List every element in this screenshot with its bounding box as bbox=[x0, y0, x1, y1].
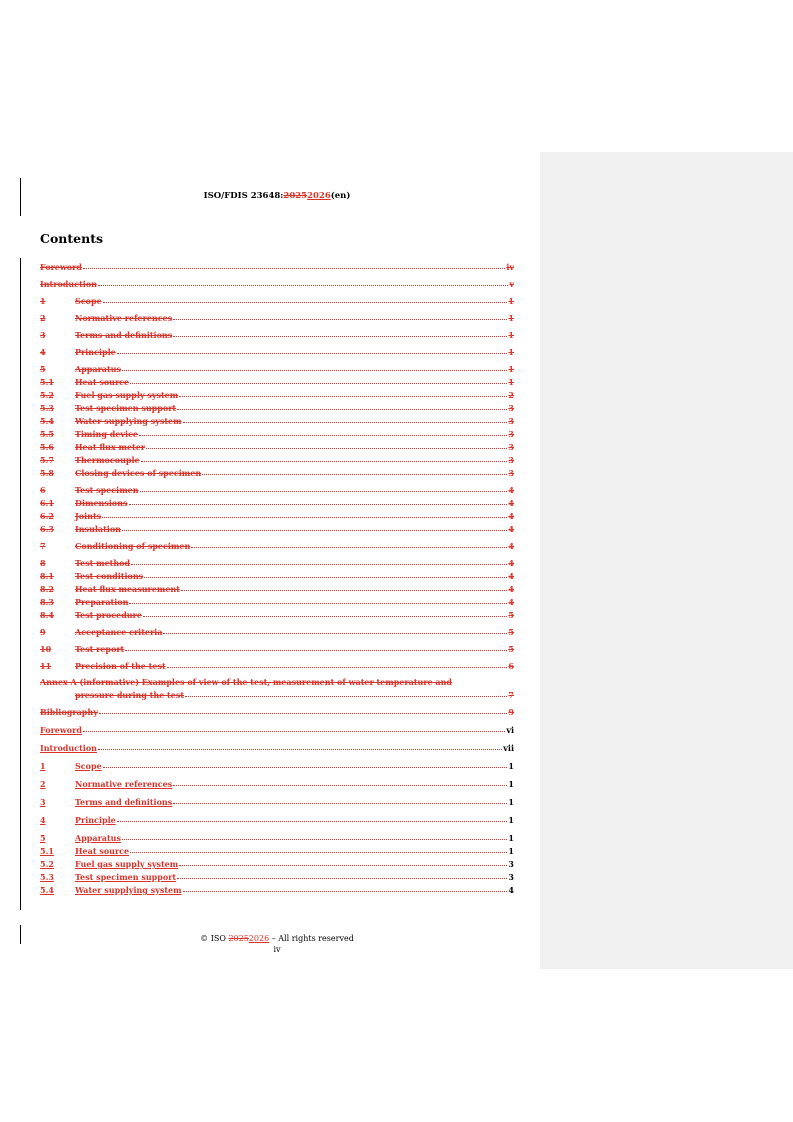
toc-entry-page: 1 bbox=[508, 779, 514, 789]
footer-inserted-year: 2026 bbox=[248, 934, 270, 943]
toc-entry-number: 5.6 bbox=[40, 442, 54, 452]
annex-entry-page: 7 bbox=[508, 690, 514, 700]
toc-entry-deleted[interactable] bbox=[40, 539, 514, 551]
toc-entry-label: Test specimen support bbox=[75, 872, 177, 882]
comment-pane bbox=[540, 152, 793, 969]
toc-entry-number: 3 bbox=[40, 330, 46, 340]
toc-entry-label: Terms and definitions bbox=[75, 330, 173, 340]
toc-entry-deleted[interactable] bbox=[40, 522, 514, 534]
toc-entry-label: Fuel gas supply system bbox=[75, 390, 179, 400]
toc-entry-number: 5.1 bbox=[40, 846, 54, 856]
dot-leader bbox=[117, 353, 508, 354]
toc-entry-label: Fuel gas supply system bbox=[75, 859, 179, 869]
toc-entry-deleted[interactable] bbox=[40, 260, 514, 272]
toc-entry-deleted[interactable] bbox=[40, 595, 514, 607]
footer-prefix: © ISO bbox=[200, 934, 229, 943]
dot-leader bbox=[139, 435, 507, 436]
toc-entry-number: 1 bbox=[40, 296, 46, 306]
toc-entry-deleted[interactable] bbox=[40, 608, 514, 620]
dot-leader bbox=[98, 285, 508, 286]
dot-leader bbox=[122, 530, 507, 531]
dot-leader bbox=[143, 616, 507, 617]
toc-entry-number: 5 bbox=[40, 364, 46, 374]
toc-entry-number: 2 bbox=[40, 779, 46, 789]
toc-entry-deleted[interactable] bbox=[40, 483, 514, 495]
toc-entry-page: 4 bbox=[508, 584, 514, 594]
annex-entry-line1[interactable]: Annex A (informative) Examples of view of the test, measurement of water temperature and bbox=[40, 677, 453, 687]
annex-entry-line2[interactable] bbox=[40, 688, 514, 700]
toc-entry-inserted[interactable] bbox=[40, 741, 514, 753]
toc-entry-deleted[interactable] bbox=[40, 401, 514, 413]
toc-entry-page: 3 bbox=[508, 442, 514, 452]
toc-entry-page: 1 bbox=[508, 797, 514, 807]
toc-entry-page: 5 bbox=[508, 644, 514, 654]
toc-entry-label: Conditioning of specimen bbox=[75, 541, 191, 551]
toc-entry-deleted[interactable] bbox=[40, 388, 514, 400]
toc-entry-label: Dimensions bbox=[75, 498, 128, 508]
toc-entry-page: 1 bbox=[508, 377, 514, 387]
toc-entry-page: 2 bbox=[508, 390, 514, 400]
toc-entry-page: vii bbox=[503, 743, 514, 753]
toc-entry-label: Test specimen bbox=[75, 485, 139, 495]
dot-leader bbox=[103, 302, 508, 303]
toc-entry-page: 1 bbox=[508, 761, 514, 771]
toc-entry-number: 5.1 bbox=[40, 377, 54, 387]
toc-entry-label: Foreword bbox=[40, 725, 82, 735]
toc-entry-label: Foreword bbox=[40, 262, 82, 272]
dot-leader bbox=[191, 547, 507, 548]
toc-entry-page: 3 bbox=[508, 455, 514, 465]
toc-entry-inserted[interactable] bbox=[40, 723, 514, 735]
dot-leader bbox=[183, 422, 508, 423]
header-inserted-year: 2026 bbox=[307, 191, 331, 201]
dot-leader bbox=[202, 474, 507, 475]
toc-entry-label: Water supplying system bbox=[75, 416, 182, 426]
toc-entry-deleted[interactable] bbox=[40, 625, 514, 637]
toc-entry-inserted[interactable] bbox=[40, 870, 514, 882]
dot-leader bbox=[130, 383, 507, 384]
toc-entry-deleted[interactable] bbox=[40, 440, 514, 452]
dot-leader bbox=[183, 891, 508, 892]
dot-leader bbox=[179, 396, 507, 397]
toc-entry-label: Principle bbox=[75, 815, 116, 825]
annex-entry-label: pressure during the test bbox=[75, 690, 185, 700]
dot-leader bbox=[141, 461, 508, 462]
toc-entry-deleted[interactable] bbox=[40, 427, 514, 439]
dot-leader bbox=[129, 504, 508, 505]
toc-entry-page: 6 bbox=[508, 661, 514, 671]
dot-leader bbox=[146, 448, 507, 449]
change-bar bbox=[20, 258, 21, 910]
toc-entry-number: 8.2 bbox=[40, 584, 54, 594]
dot-leader bbox=[98, 749, 502, 750]
toc-entry-label: Normative references bbox=[75, 779, 173, 789]
dot-leader bbox=[99, 713, 508, 714]
toc-entry-label: Closing devices of specimen bbox=[75, 468, 202, 478]
toc-entry-page: 4 bbox=[508, 498, 514, 508]
toc-entry-number: 6.3 bbox=[40, 524, 54, 534]
toc-entry-number: 8.3 bbox=[40, 597, 54, 607]
toc-entry-label: Test specimen support bbox=[75, 403, 177, 413]
toc-entry-deleted[interactable] bbox=[40, 569, 514, 581]
dot-leader bbox=[173, 803, 507, 804]
toc-entry-page: 5 bbox=[508, 610, 514, 620]
header-suffix: (en) bbox=[330, 191, 351, 201]
header-deleted-year: 2025 bbox=[283, 191, 308, 201]
toc-entry-label: Water supplying system bbox=[75, 885, 182, 895]
toc-entry-page: 1 bbox=[508, 296, 514, 306]
dot-leader bbox=[185, 696, 507, 697]
dot-leader bbox=[173, 319, 507, 320]
toc-entry-inserted[interactable] bbox=[40, 857, 514, 869]
toc-entry-deleted[interactable] bbox=[40, 466, 514, 478]
toc-entry-bibliography[interactable] bbox=[40, 705, 514, 717]
toc-entry-number: 8 bbox=[40, 558, 46, 568]
toc-entry-deleted[interactable] bbox=[40, 277, 514, 289]
toc-entry-number: 10 bbox=[40, 644, 52, 654]
toc-entry-label: Principle bbox=[75, 347, 116, 357]
toc-entry-label: Test procedure bbox=[75, 610, 142, 620]
toc-entry-label: Precision of the test bbox=[75, 661, 166, 671]
toc-entry-deleted[interactable] bbox=[40, 375, 514, 387]
change-bar bbox=[20, 178, 21, 216]
toc-entry-deleted[interactable] bbox=[40, 414, 514, 426]
toc-entry-inserted[interactable] bbox=[40, 759, 514, 771]
toc-entry-page: 3 bbox=[508, 468, 514, 478]
dot-leader bbox=[125, 650, 507, 651]
toc-entry-number: 5 bbox=[40, 833, 46, 843]
toc-entry-number: 2 bbox=[40, 313, 46, 323]
toc-entry-label: Heat source bbox=[75, 377, 130, 387]
dot-leader bbox=[177, 409, 507, 410]
toc-entry-page: 4 bbox=[508, 571, 514, 581]
toc-entry-number: 5.4 bbox=[40, 885, 54, 895]
toc-entry-deleted[interactable] bbox=[40, 509, 514, 521]
toc-entry-page: 4 bbox=[508, 558, 514, 568]
toc-entry-page: 1 bbox=[508, 815, 514, 825]
header-prefix: ISO/FDIS 23648: bbox=[203, 191, 284, 201]
toc-entry-deleted[interactable] bbox=[40, 496, 514, 508]
toc-entry-deleted[interactable] bbox=[40, 294, 514, 306]
dot-leader bbox=[102, 517, 507, 518]
toc-entry-number: 6 bbox=[40, 485, 46, 495]
dot-leader bbox=[167, 667, 508, 668]
dot-leader bbox=[130, 852, 507, 853]
toc-entry-label: Terms and definitions bbox=[75, 797, 173, 807]
toc-entry-page: 1 bbox=[508, 364, 514, 374]
toc-entry-label: Preparation bbox=[75, 597, 129, 607]
toc-entry-deleted[interactable] bbox=[40, 345, 514, 357]
dot-leader bbox=[129, 603, 507, 604]
dot-leader bbox=[173, 336, 507, 337]
toc-entry-number: 5.3 bbox=[40, 403, 54, 413]
toc-entry-label: Apparatus bbox=[75, 364, 121, 374]
toc-entry-inserted[interactable] bbox=[40, 813, 514, 825]
page-number: iv bbox=[273, 945, 281, 954]
toc-entry-page: v bbox=[509, 279, 514, 289]
footer-suffix: – All rights reserved bbox=[269, 934, 354, 943]
toc-entry-page: 4 bbox=[508, 541, 514, 551]
toc-entry-page: vi bbox=[506, 725, 514, 735]
toc-entry-page: 3 bbox=[508, 859, 514, 869]
toc-entry-page: 1 bbox=[508, 833, 514, 843]
toc-entry-label: Thermocouple bbox=[75, 455, 140, 465]
toc-entry-deleted[interactable] bbox=[40, 642, 514, 654]
toc-entry-page: 1 bbox=[508, 347, 514, 357]
toc-entry-inserted[interactable] bbox=[40, 844, 514, 856]
toc-entry-number: 5.4 bbox=[40, 416, 54, 426]
toc-entry-page: 4 bbox=[508, 511, 514, 521]
toc-entry-label: Heat flux meter bbox=[75, 442, 146, 452]
toc-entry-number: 5.3 bbox=[40, 872, 54, 882]
toc-entry-number: 6.2 bbox=[40, 511, 54, 521]
dot-leader bbox=[140, 491, 508, 492]
toc-entry-page: 3 bbox=[508, 872, 514, 882]
toc-entry-number: 4 bbox=[40, 347, 46, 357]
toc-entry-page: 3 bbox=[508, 429, 514, 439]
toc-entry-number: 11 bbox=[40, 661, 52, 671]
document-header bbox=[40, 191, 514, 201]
toc-entry-deleted[interactable] bbox=[40, 659, 514, 671]
toc-entry-number: 5.7 bbox=[40, 455, 54, 465]
toc-entry-deleted[interactable] bbox=[40, 453, 514, 465]
toc-entry-page: 4 bbox=[508, 524, 514, 534]
page-title: Contents bbox=[40, 231, 104, 246]
toc-entry-number: 9 bbox=[40, 627, 46, 637]
toc-entry-number: 1 bbox=[40, 761, 46, 771]
toc-entry-label: Acceptance criteria bbox=[75, 627, 163, 637]
toc-entry-label: Test method bbox=[75, 558, 131, 568]
toc-entry-label: Scope bbox=[75, 761, 102, 771]
toc-entry-number: 6.1 bbox=[40, 498, 54, 508]
dot-leader bbox=[177, 878, 507, 879]
toc-entry-label: Test report bbox=[75, 644, 125, 654]
toc-entry-label: Heat source bbox=[75, 846, 130, 856]
dot-leader bbox=[131, 564, 507, 565]
toc-entry-label: Introduction bbox=[40, 743, 97, 753]
toc-entry-label: Joints bbox=[75, 511, 102, 521]
toc-entry-number: 8.1 bbox=[40, 571, 54, 581]
dot-leader bbox=[173, 785, 507, 786]
toc-entry-deleted[interactable] bbox=[40, 556, 514, 568]
toc-entry-number: 5.2 bbox=[40, 859, 54, 869]
dot-leader bbox=[144, 577, 507, 578]
toc-entry-label: Apparatus bbox=[75, 833, 121, 843]
toc-entry-label: Heat flux measurement bbox=[75, 584, 180, 594]
toc-entry-page: 1 bbox=[508, 330, 514, 340]
dot-leader bbox=[103, 767, 508, 768]
dot-leader bbox=[181, 590, 507, 591]
toc-entry-page: 5 bbox=[508, 627, 514, 637]
toc-entry-inserted[interactable] bbox=[40, 777, 514, 789]
toc-entry-page: 1 bbox=[508, 313, 514, 323]
dot-leader bbox=[163, 633, 507, 634]
change-bar bbox=[20, 925, 21, 944]
toc-entry-page: 3 bbox=[508, 416, 514, 426]
toc-entry-page: 1 bbox=[508, 846, 514, 856]
toc-entry-number: 7 bbox=[40, 541, 46, 551]
dot-leader bbox=[83, 268, 505, 269]
table-of-contents bbox=[40, 260, 514, 895]
toc-entry-inserted[interactable] bbox=[40, 831, 514, 843]
toc-entry-number: 5.5 bbox=[40, 429, 54, 439]
toc-entry-label: Introduction bbox=[40, 279, 97, 289]
toc-entry-label: Test conditions bbox=[75, 571, 144, 581]
dot-leader bbox=[122, 370, 507, 371]
dot-leader bbox=[179, 865, 507, 866]
footer-deleted-year: 2025 bbox=[228, 934, 249, 943]
dot-leader bbox=[122, 839, 507, 840]
toc-entry-page: 4 bbox=[508, 885, 514, 895]
toc-entry-number: 4 bbox=[40, 815, 46, 825]
toc-entry-number: 5.8 bbox=[40, 468, 54, 478]
toc-entry-label: Bibliography bbox=[40, 707, 98, 717]
toc-entry-page: 3 bbox=[508, 403, 514, 413]
toc-entry-number: 3 bbox=[40, 797, 46, 807]
toc-entry-inserted[interactable] bbox=[40, 795, 514, 807]
dot-leader bbox=[117, 821, 508, 822]
toc-entry-label: Insulation bbox=[75, 524, 121, 534]
toc-entry-deleted[interactable] bbox=[40, 311, 514, 323]
toc-entry-deleted[interactable] bbox=[40, 582, 514, 594]
document-footer bbox=[40, 933, 514, 955]
toc-entry-label: Scope bbox=[75, 296, 102, 306]
toc-entry-label: Normative references bbox=[75, 313, 173, 323]
toc-entry-inserted[interactable] bbox=[40, 883, 514, 895]
toc-entry-page: 4 bbox=[508, 597, 514, 607]
toc-entry-deleted[interactable] bbox=[40, 328, 514, 340]
toc-entry-number: 5.2 bbox=[40, 390, 54, 400]
dot-leader bbox=[83, 731, 505, 732]
toc-entry-page: 9 bbox=[508, 707, 514, 717]
toc-entry-deleted[interactable] bbox=[40, 362, 514, 374]
toc-entry-label: Timing device bbox=[75, 429, 139, 439]
toc-entry-number: 8.4 bbox=[40, 610, 54, 620]
toc-entry-page: iv bbox=[506, 262, 514, 272]
toc-entry-page: 4 bbox=[508, 485, 514, 495]
